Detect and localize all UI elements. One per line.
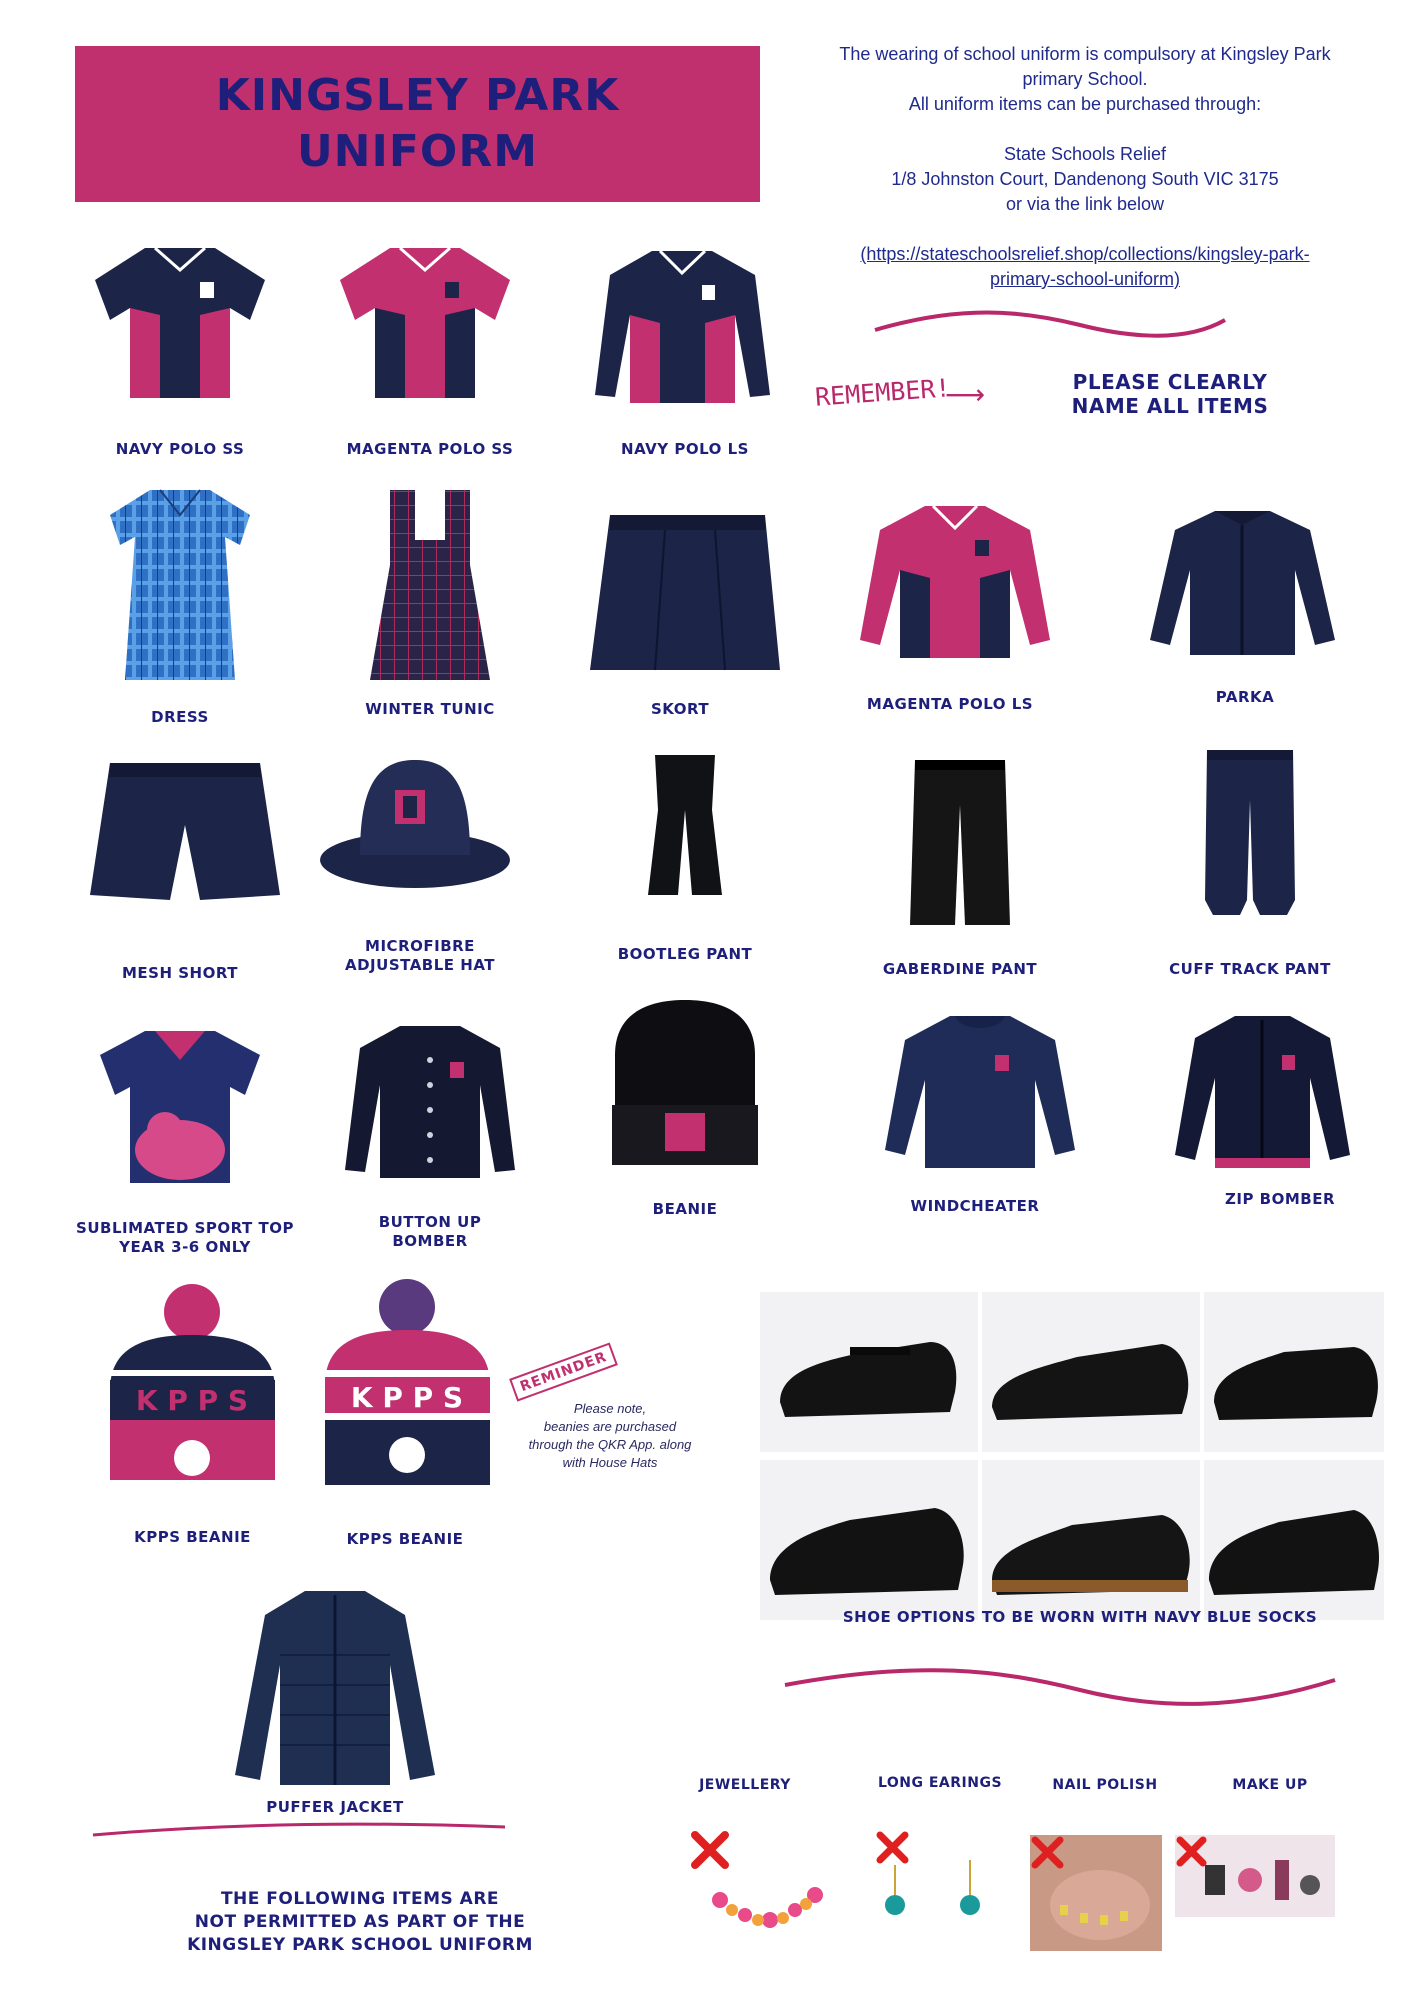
earrings-image xyxy=(865,1830,995,1930)
not-permitted-heading: THE FOLLOWING ITEMS ARE NOT PERMITTED AS PART OF THE KINGSLEY PARK SCHOOL UNIFORM xyxy=(187,1889,533,1955)
swoosh-divider xyxy=(90,1815,510,1845)
item-label: WINTER TUNIC xyxy=(365,700,495,718)
item-label: MESH SHORT xyxy=(122,964,238,982)
item-label: NAVY POLO LS xyxy=(621,440,749,458)
make-up-image xyxy=(1175,1835,1335,1917)
shoe-photo-1 xyxy=(760,1292,978,1452)
item-label: DRESS xyxy=(151,708,209,726)
x-mark-icon xyxy=(695,1835,725,1865)
shoe-icon xyxy=(1204,1292,1384,1452)
shoe-photo-4 xyxy=(760,1460,978,1620)
shoe-icon xyxy=(760,1292,978,1452)
microfibre-hat-image xyxy=(315,750,515,895)
item-label: GABERDINE PANT xyxy=(882,960,1038,978)
gaberdine-pant-image xyxy=(905,755,1015,930)
intro-line: or via the link below xyxy=(1005,194,1165,214)
intro-line: primary School. xyxy=(1022,69,1148,89)
x-mark-icon xyxy=(880,1835,905,1860)
zip-bomber-image xyxy=(1170,1010,1355,1175)
mesh-short-image xyxy=(85,755,285,905)
shoe-photo-6 xyxy=(1204,1460,1384,1620)
swoosh-divider xyxy=(870,300,1230,350)
sublimated-sport-top-image xyxy=(90,1025,270,1190)
item-label-multiline: MICROFIBRE ADJUSTABLE HAT xyxy=(345,937,495,974)
x-mark-icon xyxy=(1035,1840,1060,1865)
button-up-bomber-image xyxy=(340,1020,520,1185)
shoe-photo-5 xyxy=(982,1460,1200,1620)
beanie-note: Please note, beanies are purchased through the QKR App. along with House Hats xyxy=(528,1401,692,1470)
puffer-jacket-image xyxy=(230,1585,440,1790)
item-label: ZIP BOMBER xyxy=(1224,1190,1335,1208)
not-permitted-label: NAIL POLISH xyxy=(1052,1777,1158,1793)
title-banner xyxy=(75,46,760,202)
intro-text xyxy=(790,42,1380,292)
item-label: NAVY POLO SS xyxy=(115,440,245,458)
winter-tunic-image xyxy=(360,485,500,685)
beanie-image xyxy=(600,995,770,1175)
bootleg-pant-image xyxy=(640,750,730,900)
supplier-name: State Schools Relief xyxy=(1003,144,1167,164)
shoe-icon xyxy=(982,1460,1200,1620)
windcheater-image xyxy=(880,1010,1080,1175)
page-title xyxy=(216,68,620,180)
item-label: CUFF TRACK PANT xyxy=(1169,960,1331,978)
arrow-right-icon: ⟶ xyxy=(945,378,986,411)
magenta-polo-ls-image xyxy=(855,500,1055,665)
kpps-beanie-1-image xyxy=(100,1280,285,1505)
navy-polo-ss-image xyxy=(85,240,275,405)
shoe-caption: SHOE OPTIONS TO BE WORN WITH NAVY BLUE SOCKS xyxy=(842,1608,1318,1626)
item-label: PARKA xyxy=(1215,688,1275,706)
item-label: BOOTLEG PANT xyxy=(617,945,753,963)
item-label: SKORT xyxy=(650,700,710,718)
cuff-track-pant-image xyxy=(1195,745,1305,920)
item-label: MAGENTA POLO SS xyxy=(346,440,514,458)
title-line-2: UNIFORM xyxy=(296,126,539,177)
shop-link[interactable]: (https://stateschoolsrelief.shop/collections/kingsley-park- primary-school-uniform) xyxy=(860,244,1310,289)
not-permitted-label: JEWELLERY xyxy=(699,1777,791,1793)
supplier-address: 1/8 Johnston Court, Dandenong South VIC 3175 xyxy=(891,169,1279,189)
intro-line: All uniform items can be purchased through: xyxy=(908,94,1262,114)
shoe-icon xyxy=(760,1460,978,1620)
jewellery-image xyxy=(690,1830,840,1940)
shoe-photo-3 xyxy=(1204,1292,1384,1452)
parka-image xyxy=(1145,505,1340,665)
nail-polish-photo xyxy=(1030,1835,1162,1951)
item-label: BEANIE xyxy=(652,1200,718,1218)
shoe-photo-2 xyxy=(982,1292,1200,1452)
x-mark-icon xyxy=(1180,1840,1203,1863)
kpps-beanie-2-image xyxy=(315,1275,500,1505)
make-up-photo xyxy=(1175,1835,1335,1917)
reminder-stamp: REMINDER xyxy=(509,1342,618,1401)
navy-polo-ls-image xyxy=(590,245,775,410)
beanie-text: K P P S xyxy=(350,1381,464,1414)
name-items-note: PLEASE CLEARLY NAME ALL ITEMS xyxy=(1071,370,1269,418)
not-permitted-label: LONG EARINGS xyxy=(877,1775,1003,1791)
item-label: WINDCHEATER xyxy=(910,1197,1040,1215)
item-label: PUFFER JACKET xyxy=(266,1798,404,1816)
nail-polish-image xyxy=(1030,1835,1162,1951)
intro-line: The wearing of school uniform is compulsory at Kingsley Park xyxy=(839,44,1331,64)
item-label: KPPS BEANIE xyxy=(346,1530,464,1548)
magenta-polo-ss-image xyxy=(330,240,520,405)
item-label: MAGENTA POLO LS xyxy=(866,695,1034,713)
item-label-multiline: BUTTON UP BOMBER xyxy=(378,1213,482,1250)
dress-image xyxy=(100,485,260,685)
title-line-1: KINGSLEY PARK xyxy=(215,70,620,121)
shoe-icon xyxy=(982,1292,1200,1452)
not-permitted-label: MAKE UP xyxy=(1232,1777,1308,1793)
shoe-icon xyxy=(1204,1460,1384,1620)
remember-label: REMEMBER! xyxy=(814,373,952,412)
beanie-text: K P P S xyxy=(135,1384,249,1417)
item-label-multiline: SUBLIMATED SPORT TOP YEAR 3-6 ONLY xyxy=(76,1219,294,1256)
skort-image xyxy=(585,505,785,680)
swoosh-divider xyxy=(780,1660,1340,1720)
item-label: KPPS BEANIE xyxy=(134,1528,251,1546)
